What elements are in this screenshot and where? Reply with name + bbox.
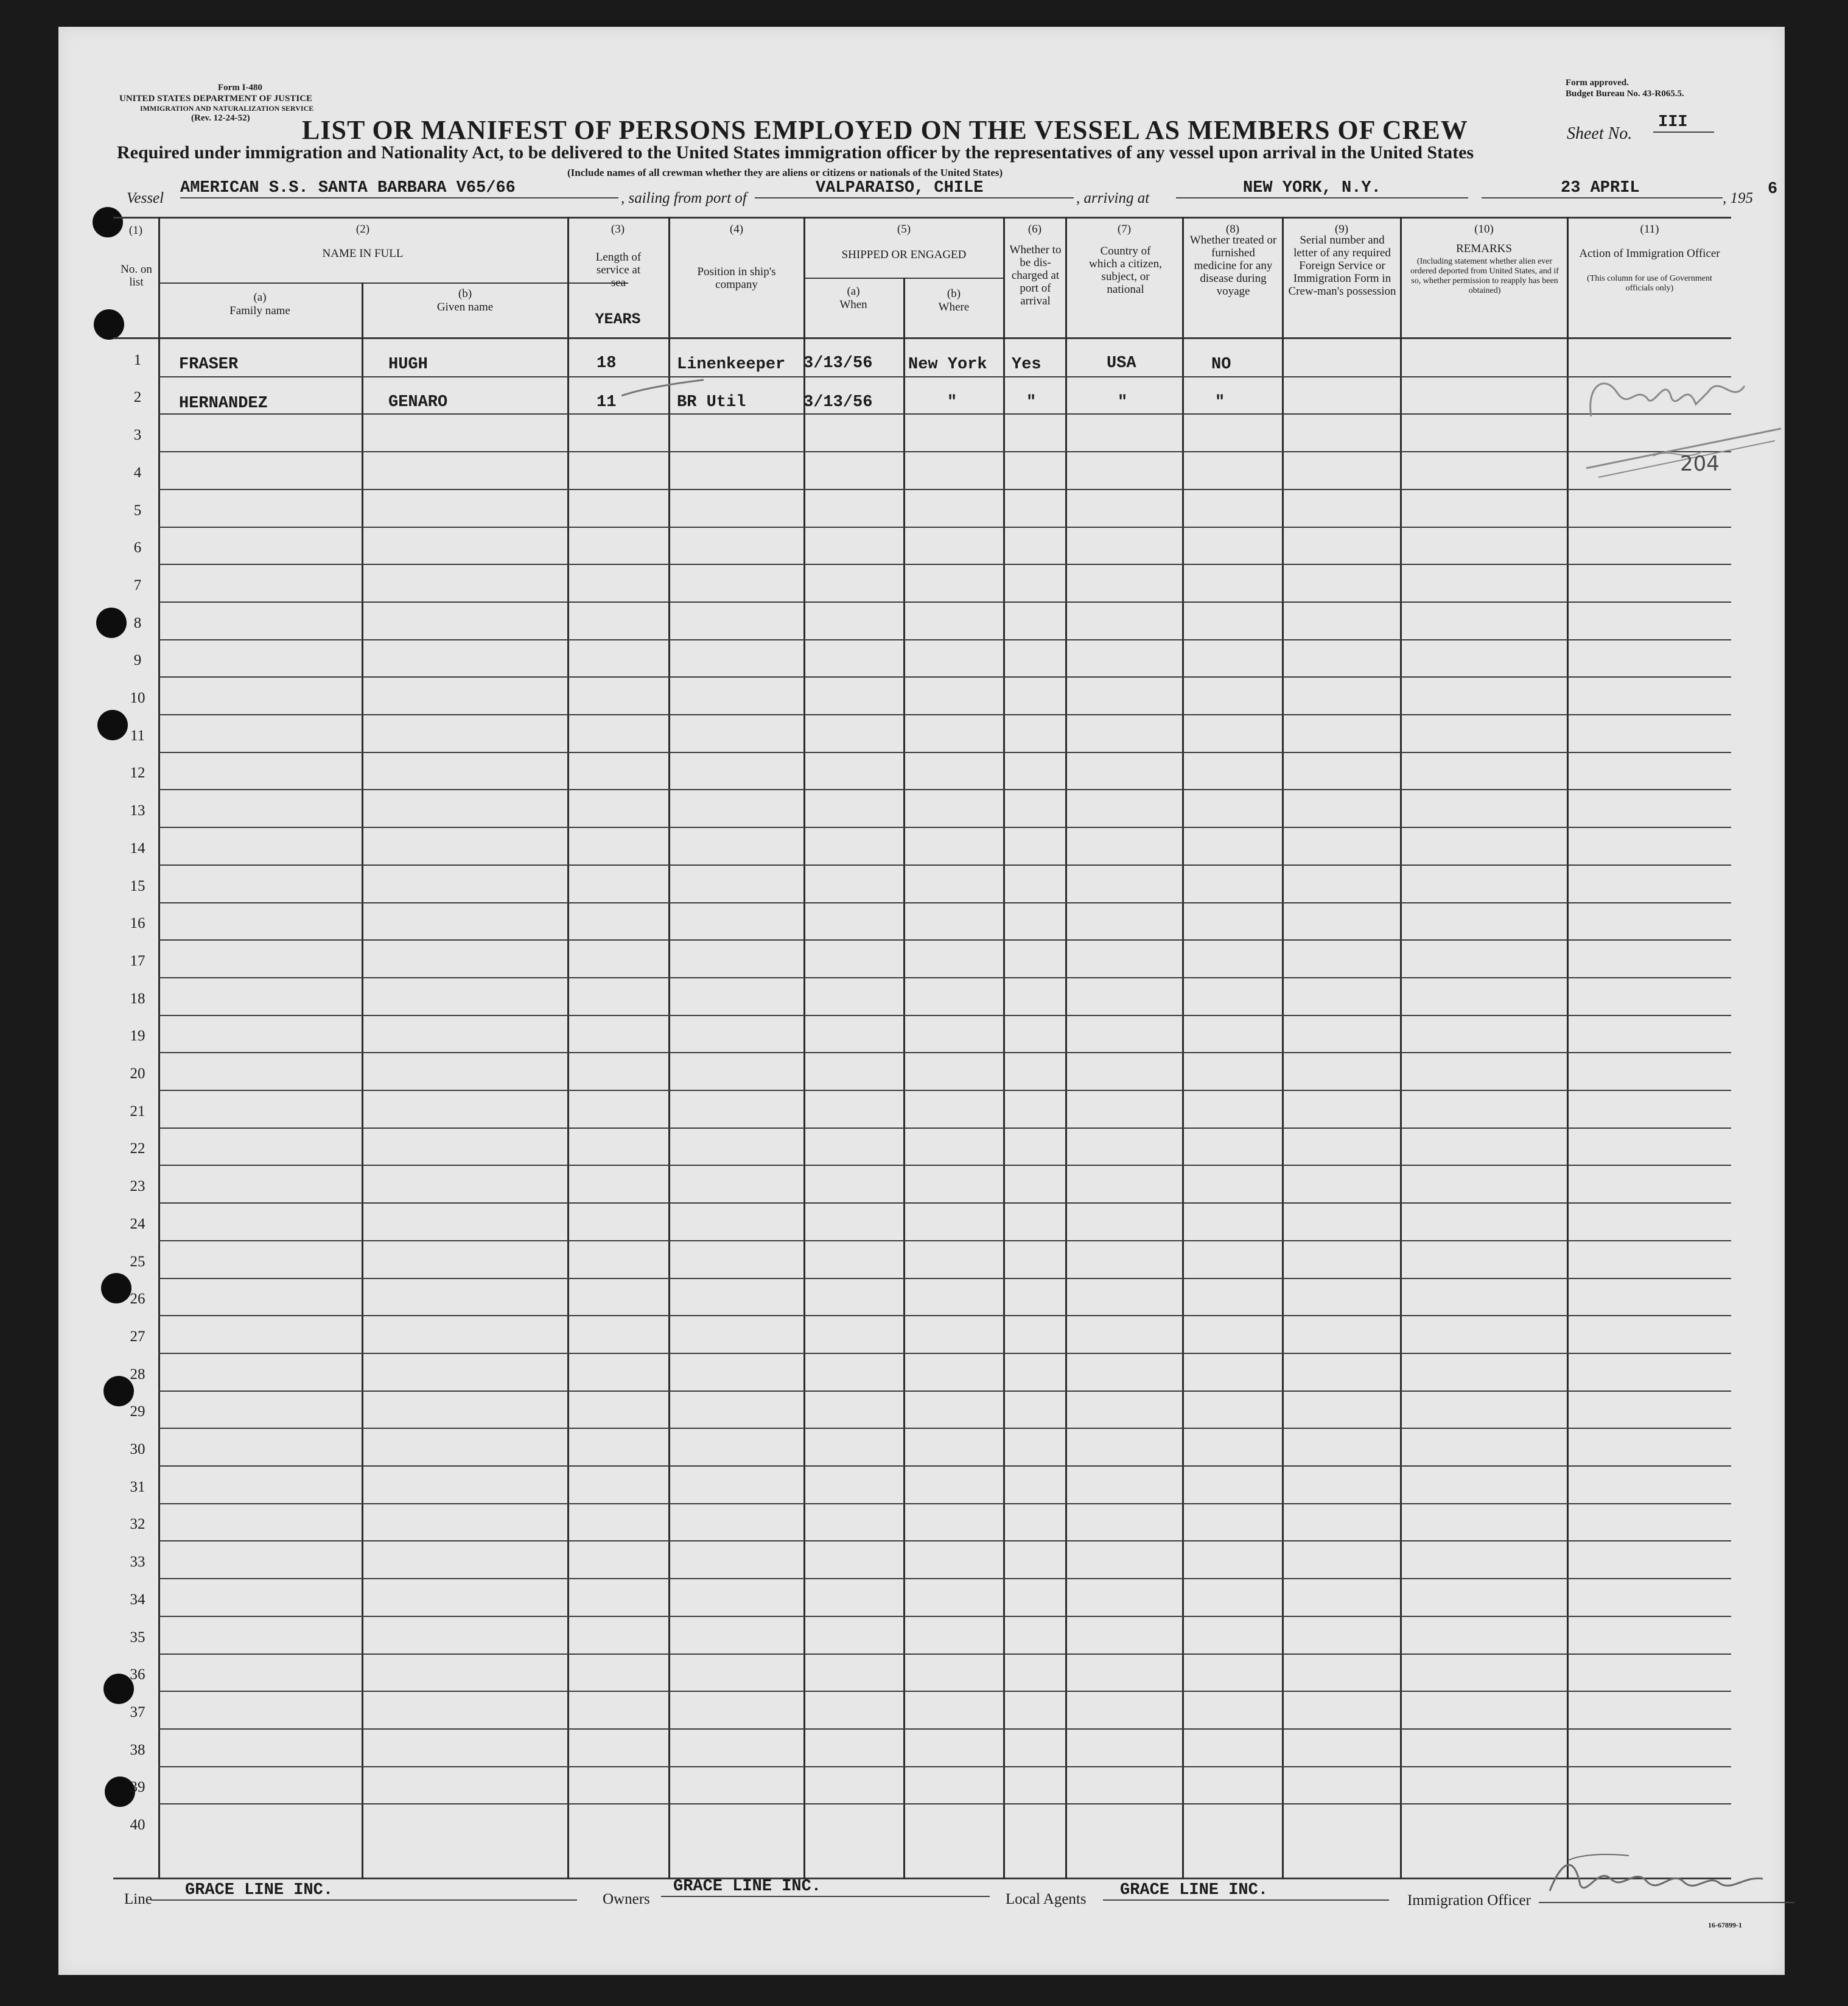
row-number: 27	[130, 1328, 145, 1345]
agents-label: Local Agents	[1006, 1891, 1087, 1907]
row-number: 9	[133, 652, 142, 668]
line-label: Line	[124, 1891, 152, 1907]
col2a-header: Family name	[229, 304, 290, 317]
col2-header: NAME IN FULL	[322, 247, 404, 260]
col5a-number: (a)	[847, 285, 860, 298]
row-line	[158, 1353, 1731, 1354]
year-prefix: , 195	[1723, 190, 1753, 206]
col10-header: REMARKS	[1456, 242, 1512, 255]
col-line	[1182, 217, 1184, 1879]
row-line	[158, 1540, 1731, 1541]
row-line	[158, 413, 1731, 415]
col-line	[362, 282, 363, 1879]
col4-number: (4)	[729, 223, 744, 236]
shipped-when: 3/13/56	[803, 354, 873, 373]
budget-bureau: Budget Bureau No. 43-R065.5.	[1566, 89, 1684, 99]
row-line	[158, 1465, 1731, 1467]
form-subtitle: Required under immigration and Nationality Act, to be delivered to the United States immigration officer by the representatives of any vessel upon arrival in the United States	[117, 142, 1474, 163]
sheet-label: Sheet No.	[1567, 124, 1633, 143]
form-number: Form I-480	[218, 83, 262, 93]
country: USA	[1107, 354, 1136, 373]
row-number: 28	[130, 1366, 145, 1383]
row-line	[158, 1391, 1731, 1392]
family-name: FRASER	[179, 356, 239, 374]
name-subheader-line	[158, 282, 628, 284]
row-line	[158, 489, 1731, 490]
row-line	[158, 451, 1731, 452]
row-line	[158, 1503, 1731, 1504]
col3-header: Length of service at sea	[595, 251, 642, 289]
form-approved: Form approved.	[1566, 78, 1629, 88]
row-number: 15	[130, 878, 145, 894]
row-line	[158, 1090, 1731, 1091]
row-number: 23	[130, 1178, 145, 1194]
row-number: 30	[130, 1441, 145, 1457]
row-number: 1	[133, 352, 142, 368]
row-number: 26	[130, 1291, 145, 1307]
col-line	[1282, 217, 1284, 1879]
row-number: 20	[130, 1065, 145, 1082]
year-digit: 6	[1768, 180, 1778, 198]
row-number: 31	[130, 1479, 145, 1495]
row-line	[158, 1315, 1731, 1316]
row-line	[158, 1428, 1731, 1429]
header-bottom-border	[113, 337, 1731, 339]
row-number: 34	[130, 1591, 145, 1608]
row-number: 19	[130, 1028, 145, 1044]
row-line	[158, 714, 1731, 715]
row-number: 11	[130, 728, 145, 744]
col-line	[1400, 217, 1402, 1879]
row-number: 3	[133, 427, 142, 443]
form-title: LIST OR MANIFEST OF PERSONS EMPLOYED ON THE VESSEL AS MEMBERS OF CREW	[302, 115, 1468, 145]
col2-number: (2)	[355, 223, 370, 236]
row-number: 37	[130, 1704, 145, 1720]
row-number: 8	[133, 615, 142, 631]
family-name: HERNANDEZ	[179, 395, 268, 413]
manifest-page	[58, 27, 1785, 1975]
row-number: 24	[130, 1216, 145, 1232]
line-field: GRACE LINE INC.	[151, 1881, 577, 1901]
row-number: 4	[133, 465, 142, 481]
officer-label: Immigration Officer	[1407, 1892, 1531, 1909]
port-field: VALPARAISO, CHILE	[755, 179, 1074, 198]
col6-number: (6)	[1027, 223, 1042, 236]
sheet-number: III	[1653, 113, 1714, 133]
col2b-number: (b)	[458, 287, 472, 300]
col5-number: (5)	[897, 223, 911, 236]
row-number: 12	[130, 765, 145, 781]
col3-unit: YEARS	[595, 310, 641, 328]
row-line	[158, 902, 1731, 903]
row-line	[158, 1654, 1731, 1655]
col-line	[1003, 217, 1005, 1879]
row-number: 32	[130, 1516, 145, 1532]
discharged: "	[1026, 393, 1037, 412]
col7-header: Country of which a citizen, subject, or national	[1089, 245, 1162, 296]
officer-signature	[1544, 1848, 1787, 1903]
row-line	[158, 1766, 1731, 1767]
row-line	[158, 1728, 1731, 1730]
shipped-where: New York	[908, 356, 987, 374]
country: "	[1118, 393, 1128, 412]
date-field: 23 APRIL	[1482, 179, 1723, 198]
row-line	[158, 1052, 1731, 1053]
row-number: 13	[130, 802, 145, 819]
row-line	[158, 1578, 1731, 1579]
owners-field: GRACE LINE INC.	[661, 1878, 990, 1897]
row-line	[158, 376, 1731, 377]
col9-number: (9)	[1334, 223, 1349, 236]
check-mark	[618, 377, 710, 402]
row-line	[158, 977, 1731, 978]
punch-hole	[94, 309, 124, 340]
col8-number: (8)	[1225, 223, 1240, 236]
col11-note: (This column for use of Government officials only)	[1587, 274, 1712, 293]
col-line	[1567, 217, 1569, 1879]
row-line	[158, 1616, 1731, 1617]
row-line	[158, 827, 1731, 828]
col9-header: Serial number and letter of any required Foreign Service or Immigration Form in Crew-man's possession	[1288, 234, 1396, 298]
col10-note: (Including statement whether alien ever ordered deported from United States, and if so, whether permission to reapply has been obtained)	[1410, 257, 1559, 295]
department: UNITED STATES DEPARTMENT OF JUSTICE	[119, 94, 313, 103]
row-number: 35	[130, 1629, 145, 1646]
arrival-field: NEW YORK, N.Y.	[1176, 179, 1468, 198]
row-number: 22	[130, 1140, 145, 1157]
col-line	[668, 217, 670, 1879]
row-number: 25	[130, 1254, 145, 1270]
row-line	[158, 601, 1731, 603]
col3-number: (3)	[611, 223, 625, 236]
col-line	[803, 217, 805, 1879]
treated: "	[1215, 393, 1225, 412]
row-number: 29	[130, 1403, 145, 1420]
row-number: 6	[133, 539, 142, 556]
sailing-label: , sailing from port of	[621, 190, 747, 206]
col10-number: (10)	[1474, 223, 1494, 236]
agents-field: GRACE LINE INC.	[1103, 1881, 1389, 1901]
years-service: 11	[597, 393, 617, 412]
row-line	[158, 1691, 1731, 1692]
row-number: 39	[130, 1779, 145, 1795]
row-line	[158, 789, 1731, 790]
col8-header: Whether treated or furnished medicine for any disease during voyage	[1189, 234, 1277, 298]
position: BR Util	[677, 393, 746, 412]
col1-number: (1)	[128, 224, 143, 237]
row-number: 7	[133, 577, 142, 594]
row-number: 40	[130, 1817, 145, 1833]
row-number: 16	[130, 915, 145, 931]
col2b-header: Given name	[436, 301, 494, 314]
row-line	[158, 676, 1731, 678]
revision: (Rev. 12-24-52)	[191, 113, 250, 123]
row-line	[158, 527, 1731, 528]
row-line	[158, 1803, 1731, 1804]
row-number: 17	[130, 953, 145, 969]
col5a-header: When	[839, 298, 867, 311]
row-line	[158, 1240, 1731, 1241]
row-line	[158, 864, 1731, 866]
form-subnote: (Include names of all crewman whether they are aliens or citizens or nationals of the United States)	[567, 167, 1003, 178]
arriving-label: , arriving at	[1076, 190, 1150, 206]
row-line	[158, 1165, 1731, 1166]
row-number: 14	[130, 840, 145, 857]
col-line	[903, 278, 905, 1879]
col5b-number: (b)	[947, 287, 961, 300]
col-line	[567, 217, 569, 1879]
col2a-number: (a)	[253, 291, 267, 304]
treated: NO	[1211, 356, 1231, 374]
shipped-where: "	[947, 393, 957, 412]
service: IMMIGRATION AND NATURALIZATION SERVICE	[140, 104, 314, 113]
col4-header: Position in ship's company	[697, 265, 776, 291]
years-service: 18	[597, 354, 617, 373]
row-line	[158, 939, 1731, 941]
owners-label: Owners	[603, 1891, 650, 1907]
vessel-label: Vessel	[127, 190, 164, 206]
shipped-when: 3/13/56	[803, 393, 873, 412]
col6-header: Whether to be dis-charged at port of arrival	[1009, 244, 1062, 307]
row-line	[158, 1015, 1731, 1016]
position: Linenkeeper	[677, 356, 786, 374]
row-number: 5	[133, 502, 142, 519]
row-number: 38	[130, 1742, 145, 1758]
row-number: 33	[130, 1554, 145, 1570]
row-line	[158, 564, 1731, 565]
row-line	[158, 752, 1731, 753]
officer-annotation: 204	[1680, 452, 1720, 476]
col5b-header: Where	[938, 301, 970, 314]
col7-number: (7)	[1117, 223, 1132, 236]
row-number: 10	[130, 690, 145, 706]
col5-header: SHIPPED OR ENGAGED	[841, 248, 967, 261]
given-name: GENARO	[388, 393, 448, 412]
given-name: HUGH	[388, 356, 428, 374]
form-code: 16-67899-1	[1708, 1921, 1742, 1929]
row-number: 2	[133, 389, 142, 405]
row-line	[158, 1278, 1731, 1279]
col-line	[158, 217, 160, 1879]
col1-header: No. on list	[121, 263, 152, 289]
vessel-field: AMERICAN S.S. SANTA BARBARA V65/66	[180, 179, 618, 198]
row-line	[158, 639, 1731, 640]
row-number: 18	[130, 991, 145, 1007]
col-line	[1065, 217, 1067, 1879]
col11-header: Action of Immigration Officer	[1579, 247, 1720, 260]
row-line	[158, 1127, 1731, 1129]
row-number: 21	[130, 1103, 145, 1120]
discharged: Yes	[1012, 356, 1041, 374]
row-number: 36	[130, 1666, 145, 1683]
row-line	[158, 1202, 1731, 1204]
table-top-border	[113, 217, 1731, 219]
col11-number: (11)	[1640, 223, 1659, 236]
